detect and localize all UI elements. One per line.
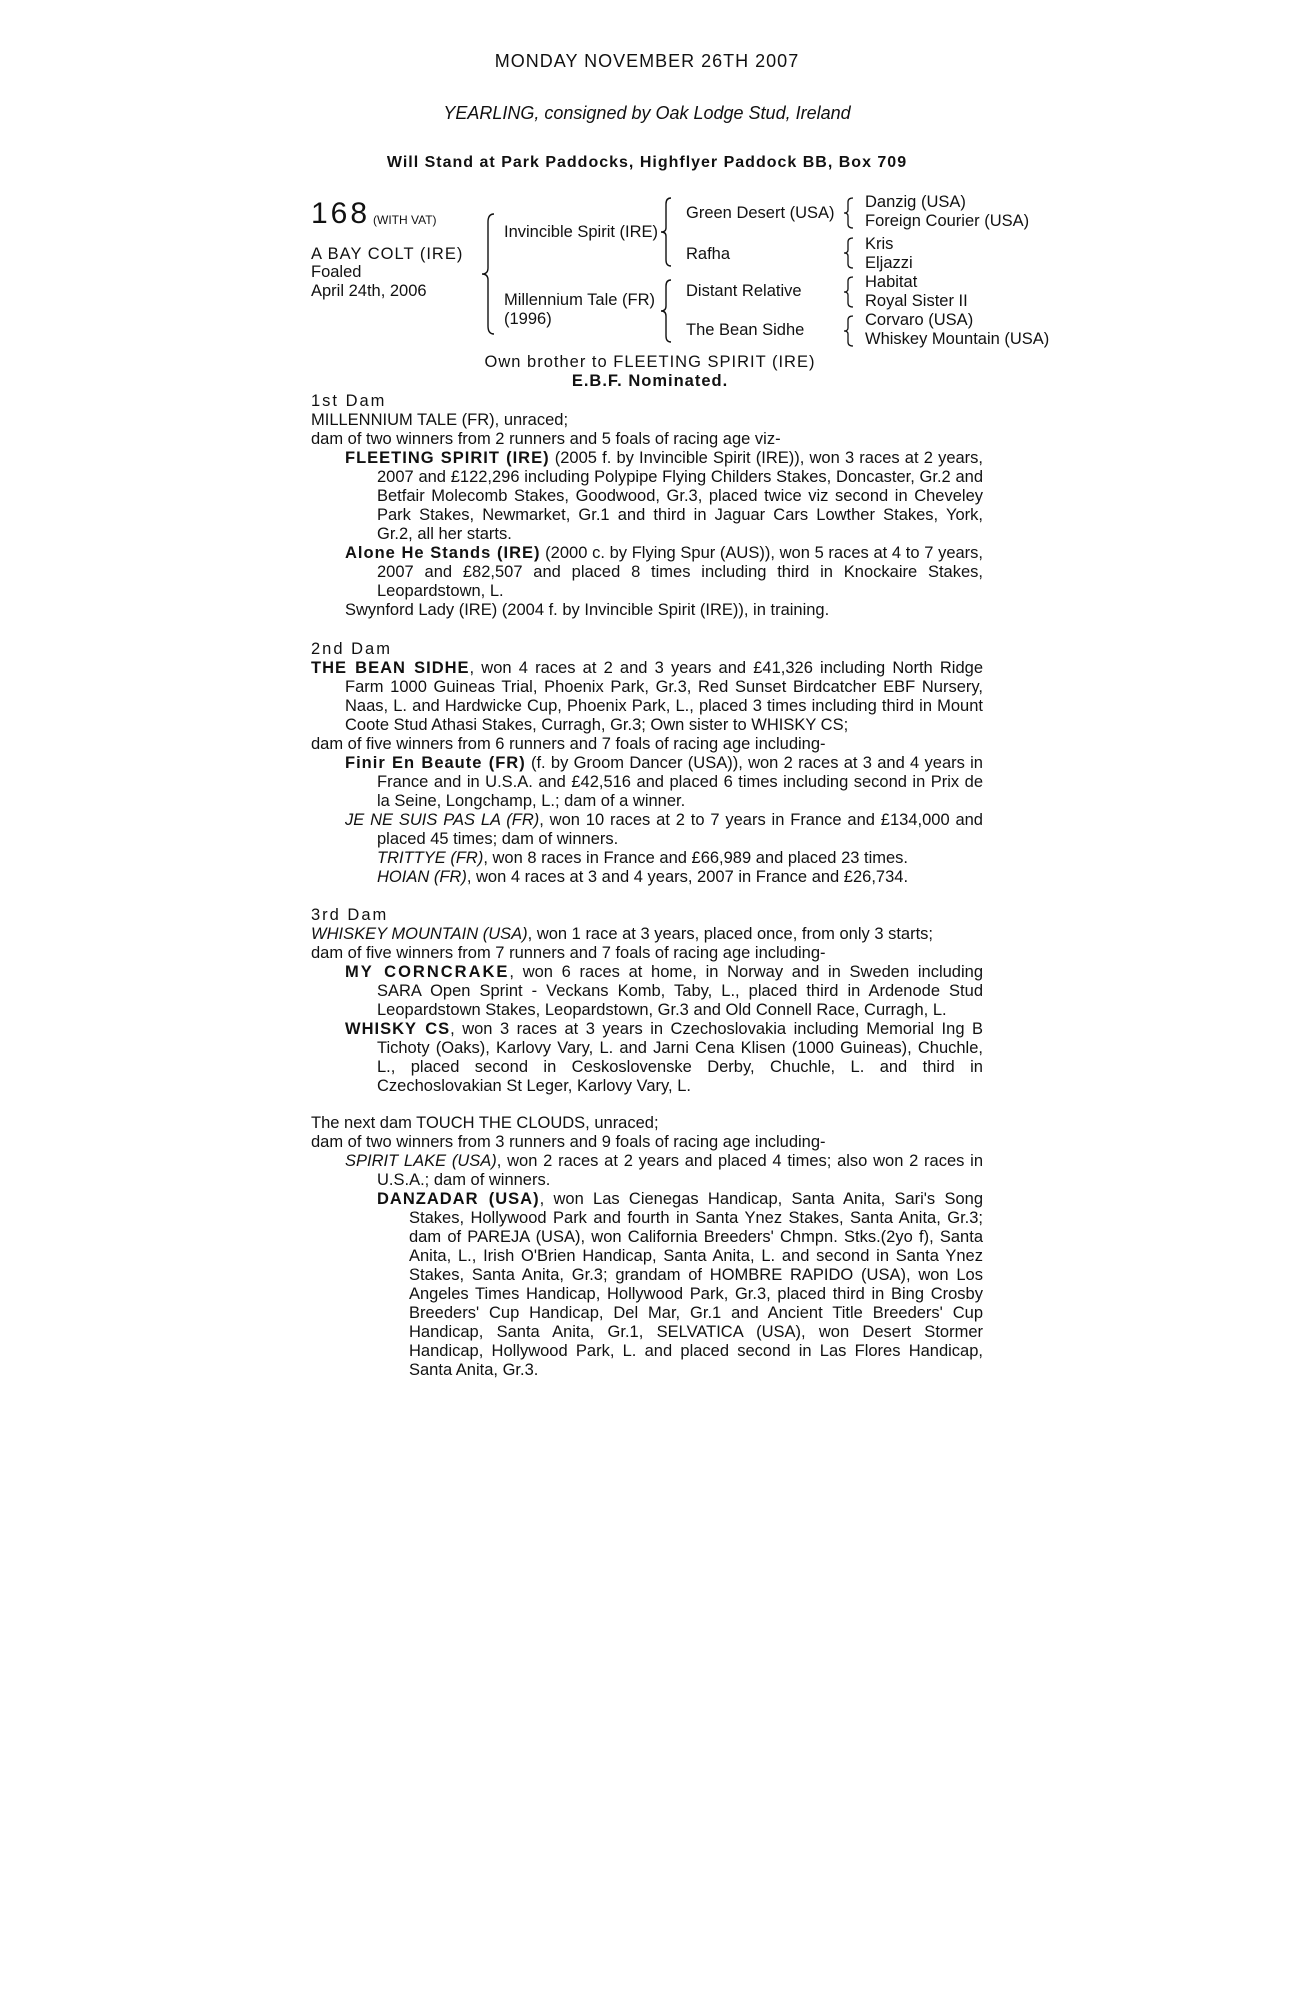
- second-dam-heading: 2nd Dam: [311, 640, 392, 658]
- produce-name: SPIRIT LAKE (USA): [345, 1152, 497, 1170]
- produce-details: (2000 c. by Flying Spur (AUS)), won 5 races at 4 to 7 years, 2007 and £82,507 and placed 8 times including third in Knockaire Stakes, Leopardstown, L.: [377, 544, 984, 600]
- ancestor-5: Habitat: [865, 273, 918, 291]
- sale-date: MONDAY NOVEMBER 26TH 2007: [494, 51, 800, 71]
- foaled-date: April 24th, 2006: [311, 282, 427, 300]
- produce-details: , won Las Cienegas Handicap, Santa Anita, Sari's Song Stakes, Hollywood Park and fourth in Santa Ynez Stakes, Santa Anita, Gr.3; dam of PAREJA (USA), won California Breeders' Chmpn. Stks.(2yo f), Santa Anita, L., Irish O'Brien Handicap, Santa Anita, L. and second in Santa Ynez Stakes, Santa Anita, Gr.3; grandam of HOMBRE RAPIDO (USA), won Los Angeles Times Handicap, Hollywood Park, Gr.3, placed third in Bing Crosby Breeders' Cup Handicap, Del Mar, Gr.1 and Ancient Title Breeders' Cup Handicap, Santa Anita, Gr.1, SELVATICA (USA), won Desert Stormer Handicap, Hollywood Park, L. and placed second in Las Flores Handicap, Santa Anita, Gr.3.: [409, 1190, 983, 1379]
- lot-number: 168: [311, 197, 371, 230]
- produce-entry: [311, 449, 983, 544]
- next-dam-name: The next dam TOUCH THE CLOUDS, unraced;: [311, 1114, 659, 1132]
- produce-details: (f. by Groom Dancer (USA)), won 2 races at 3 and 4 years in France and in U.S.A. and £42,516 and placed 6 times including second in Prix de la Seine, Longchamp, L.; dam of a winner.: [377, 754, 983, 810]
- pedigree-brace-main: [480, 212, 500, 336]
- pedigree-brace-g56: [842, 275, 856, 309]
- produce-details: , won 3 races at 3 years in Czechoslovakia including Memorial Ing B Tichoty (Oaks), Karlovy Vary, L. and Jarni Cena Klisen (1000 Guineas), Chuchle, L., placed second in Ceskoslovenske Derby, Chuchle, L. and third in Czechoslovakian St Leger, Karlovy Vary, L.: [377, 1020, 983, 1095]
- third-dam-heading: 3rd Dam: [311, 906, 389, 924]
- first-dam-produce: dam of two winners from 2 runners and 5 foals of racing age viz-: [311, 430, 781, 448]
- first-dam-name: MILLENNIUM TALE (FR), unraced;: [311, 411, 569, 429]
- produce-entry: Swynford Lady (IRE) (2004 f. by Invincible Spirit (IRE)), in training.: [345, 601, 830, 619]
- pedigree-brace-g12: [842, 196, 856, 230]
- ancestor-3: Kris: [865, 235, 894, 253]
- first-dam-section: [311, 392, 983, 620]
- produce-entry: [311, 544, 983, 601]
- pedigree-brace-g34: [842, 236, 856, 270]
- vat-note: (WITH VAT): [373, 213, 437, 227]
- produce-details: , won 8 races in France and £66,989 and placed 23 times.: [483, 849, 909, 867]
- sire-dam-name: Rafha: [686, 245, 731, 263]
- produce-entry: [311, 1152, 983, 1190]
- own-brother-note: Own brother to FLEETING SPIRIT (IRE): [484, 353, 816, 371]
- second-dam-record: [311, 659, 983, 735]
- produce-entry: [311, 1020, 983, 1096]
- second-dam-section: [311, 640, 983, 887]
- produce-entry: [311, 963, 983, 1020]
- second-dam-produce: dam of five winners from 6 runners and 7 foals of racing age including-: [311, 735, 826, 753]
- ebf-note: E.B.F. Nominated.: [571, 372, 729, 390]
- foaled-label: Foaled: [311, 263, 362, 281]
- produce-entry: [311, 754, 983, 811]
- first-dam-heading: 1st Dam: [311, 392, 387, 410]
- third-dam-record: [311, 925, 983, 944]
- produce-name: MY CORNCRAKE: [345, 963, 510, 981]
- second-dam-name: THE BEAN SIDHE: [311, 659, 470, 677]
- ancestor-7: Corvaro (USA): [865, 311, 974, 329]
- produce-details: , won 2 races at 2 years and placed 4 times; also won 2 races in U.S.A.; dam of winners.: [377, 1152, 983, 1189]
- dam-sire-name: Distant Relative: [686, 282, 802, 300]
- ancestor-4: Eljazzi: [865, 254, 913, 272]
- produce-name: FLEETING SPIRIT (IRE): [345, 449, 550, 467]
- dam-year: (1996): [504, 310, 552, 328]
- sire-name: Invincible Spirit (IRE): [504, 223, 659, 241]
- dam-name: Millennium Tale (FR): [504, 291, 655, 309]
- produce-name: JE NE SUIS PAS LA (FR): [345, 811, 540, 829]
- third-dam-section: [311, 906, 983, 1096]
- third-dam-produce: dam of five winners from 7 runners and 7 foals of racing age including-: [311, 944, 826, 962]
- ancestor-6: Royal Sister II: [865, 292, 968, 310]
- produce-details: (2005 f. by Invincible Spirit (IRE)), won 3 races at 2 years, 2007 and £122,296 including Polypipe Flying Childers Stakes, Doncaster, Gr.2 and Betfair Molecomb Stakes, Goodwood, Gr.3, placed twice viz second in Cheveley Park Stakes, Newmarket, Gr.1 and third in Jaguar Cars Lowther Stakes, York, Gr.2, all her starts.: [377, 449, 984, 543]
- ancestor-2: Foreign Courier (USA): [865, 212, 1030, 230]
- ancestor-8: Whiskey Mountain (USA): [865, 330, 1050, 348]
- produce-entry: [311, 849, 983, 868]
- produce-entry: [311, 811, 983, 849]
- horse-description: A BAY COLT (IRE): [311, 245, 464, 263]
- produce-name: DANZADAR (USA): [377, 1190, 540, 1208]
- pedigree-brace-sire: [659, 196, 675, 268]
- produce-name: HOIAN (FR): [377, 868, 467, 886]
- third-dam-details: , won 1 race at 3 years, placed once, from only 3 starts;: [527, 925, 934, 943]
- pedigree-brace-g78: [842, 314, 856, 348]
- produce-details: , won 10 races at 2 to 7 years in France and £134,000 and placed 45 times; dam of winners.: [377, 811, 983, 848]
- produce-entry: [311, 868, 983, 887]
- produce-name: Finir En Beaute (FR): [345, 754, 526, 772]
- second-dam-details: , won 4 races at 2 and 3 years and £41,326 including North Ridge Farm 1000 Guineas Trial, Phoenix Park, Gr.3, Red Sunset Birdcatcher EBF Nursery, Naas, L. and Hardwicke Cup, Phoenix Park, L., placed 3 times including third in Mount Coote Stud Athasi Stakes, Curragh, Gr.3; Own sister to WHISKY CS;: [345, 659, 983, 734]
- sire-sire-name: Green Desert (USA): [686, 204, 835, 222]
- consignor-line: YEARLING, consigned by Oak Lodge Stud, Ireland: [443, 103, 851, 123]
- produce-details: , won 6 races at home, in Norway and in Sweden including SARA Open Sprint - Veckans Komb, Taby, L., placed third in Ardenode Stud Leopardstown Stakes, Leopardstown, Gr.3 and Old Connell Race, Curragh, L.: [377, 963, 983, 1019]
- next-dam-section: [311, 1114, 983, 1380]
- dam-dam-name: The Bean Sidhe: [686, 321, 805, 339]
- next-dam-produce: dam of two winners from 3 runners and 9 foals of racing age including-: [311, 1133, 826, 1151]
- produce-entry: [311, 1190, 983, 1380]
- stand-location: Will Stand at Park Paddocks, Highflyer Paddock BB, Box 709: [386, 154, 908, 171]
- ancestor-1: Danzig (USA): [865, 193, 966, 211]
- produce-name: Alone He Stands (IRE): [345, 544, 541, 562]
- produce-name: TRITTYE (FR): [377, 849, 484, 867]
- pedigree-brace-dam: [659, 278, 675, 344]
- third-dam-name: WHISKEY MOUNTAIN (USA): [311, 925, 528, 943]
- produce-name: WHISKY CS: [345, 1020, 451, 1038]
- produce-details: , won 4 races at 3 and 4 years, 2007 in France and £26,734.: [466, 868, 909, 886]
